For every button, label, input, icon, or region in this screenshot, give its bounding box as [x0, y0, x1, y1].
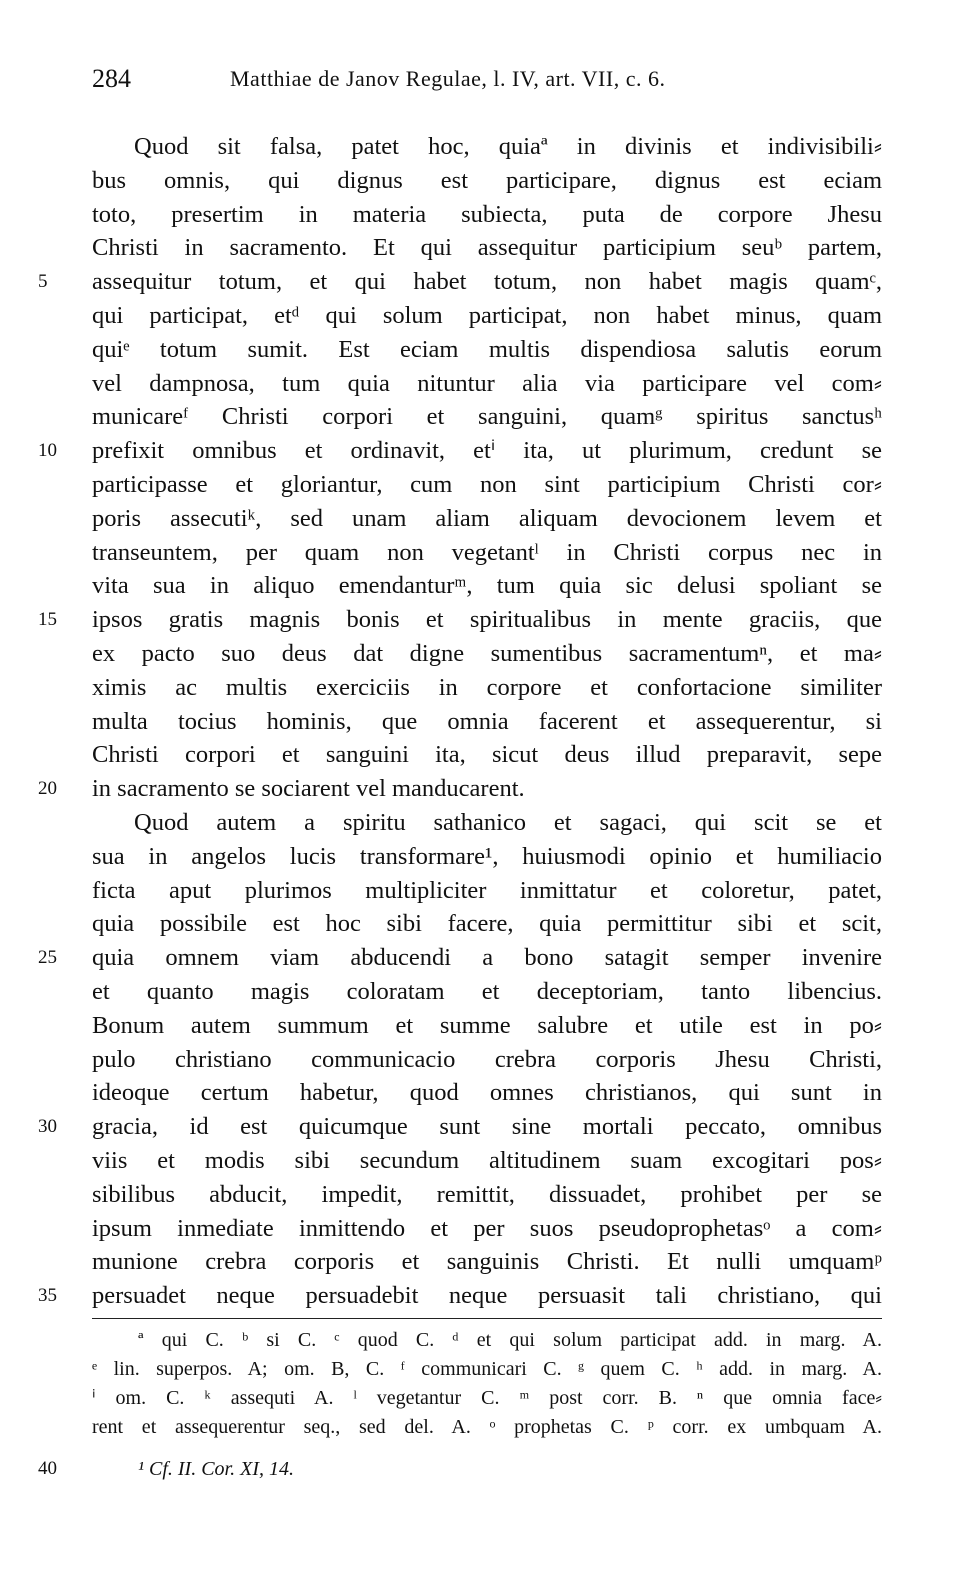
- line-text: toto, presertim in materia subiecta, puta de corpore Jhesu: [92, 200, 882, 228]
- line-text: vel dampnosa, tum quia nituntur alia via participare vel com⸗: [92, 369, 882, 397]
- line-number: 35: [38, 1285, 57, 1307]
- text-line: [0, 502, 960, 536]
- line-text: multa tocius hominis, que omnia facerent et assequerentur, si: [92, 707, 882, 735]
- line-text: Quod sit falsa, patet hoc, quiaª in divinis et indivisibili⸗: [134, 133, 882, 160]
- line-number: 25: [38, 947, 57, 969]
- line-number: 5: [38, 271, 48, 293]
- text-line: [0, 1076, 960, 1110]
- apparatus-line: [0, 1384, 960, 1413]
- line-text: municareᶠ Christi corpori et sanguini, quamᵍ spiritus sanctusʰ: [92, 403, 882, 431]
- text-line: [0, 265, 960, 299]
- line-text: bus omnis, qui dignus est participare, dignus est eciam: [92, 166, 882, 194]
- line-text: munione crebra corporis et sanguinis Christi. Et nulli umquamᵖ: [92, 1248, 882, 1276]
- running-title: Matthiae de Janov Regulae, l. IV, art. VII, c. 6.: [230, 66, 666, 91]
- text-line: [0, 738, 960, 772]
- text-line: [0, 874, 960, 908]
- line-text: persuadet neque persuadebit neque persuasit tali christiano, qui: [92, 1282, 882, 1310]
- source-footnote: [0, 1454, 960, 1484]
- text-line: [0, 468, 960, 502]
- line-text: et quanto magis coloratam et deceptoriam, tanto libencius.: [92, 977, 882, 1005]
- apparatus-line: [0, 1413, 960, 1442]
- text-line: [0, 434, 960, 468]
- line-text: Bonum autem summum et summe salubre et utile est in po⸗: [92, 1011, 882, 1039]
- line-text: ex pacto suo deus dat digne sumentibus sacramentumⁿ, et ma⸗: [92, 639, 882, 667]
- line-text: transeuntem, per quam non vegetantˡ in Christi corpus nec in: [92, 538, 882, 566]
- text-line: [0, 806, 960, 840]
- text-line: [0, 1144, 960, 1178]
- line-number: 30: [38, 1116, 57, 1138]
- text-line: [0, 907, 960, 941]
- line-number: 15: [38, 609, 57, 631]
- line-text: vita sua in aliquo emendanturᵐ, tum quia sic delusi spoliant se: [92, 572, 882, 600]
- text-line: [0, 1279, 960, 1313]
- line-number: 20: [38, 778, 57, 800]
- line-text: qui participat, etᵈ qui solum participat, non habet minus, quam: [92, 301, 882, 329]
- text-line: [0, 705, 960, 739]
- text-line: [0, 164, 960, 198]
- line-text: Quod autem a spiritu sathanico et sagaci, qui scit se et: [134, 808, 882, 836]
- line-text: ideoque certum habetur, quod omnes christianos, qui sunt in: [92, 1079, 882, 1107]
- line-text: quiᵉ totum sumit. Est eciam multis dispendiosa salutis eorum: [92, 335, 882, 363]
- line-text: Christi in sacramento. Et qui assequitur participium seuᵇ partem,: [92, 234, 882, 262]
- apparatus-text: ᵉ lin. superpos. A; om. B, C. ᶠ communicari C. ᵍ quem C. ʰ add. in marg. A.: [92, 1358, 882, 1380]
- line-text: participasse et gloriantur, cum non sint participium Christi cor⸗: [92, 470, 882, 498]
- line-number: 10: [38, 440, 57, 462]
- text-line: [0, 603, 960, 637]
- text-line: [0, 536, 960, 570]
- text-line: [0, 1245, 960, 1279]
- apparatus-line: [0, 1355, 960, 1384]
- line-text: quia possibile est hoc sibi facere, quia permittitur sibi et scit,: [92, 910, 882, 938]
- footnote-rule: [92, 1318, 882, 1319]
- text-line: [0, 840, 960, 874]
- page-header: [92, 64, 892, 104]
- apparatus-text: ⁱ om. C. ᵏ assequti A. ˡ vegetantur C. ᵐ post corr. B. ⁿ que omnia face⸗: [92, 1387, 882, 1409]
- line-text: viis et modis sibi secundum altitudinem suam excogitari pos⸗: [92, 1146, 882, 1174]
- source-footnote-line-number: 40: [38, 1458, 57, 1479]
- text-line: [0, 1110, 960, 1144]
- text-line: [0, 941, 960, 975]
- text-line: [0, 1212, 960, 1246]
- line-text: in sacramento se sociarent vel manducarent.: [92, 775, 525, 803]
- text-line: [0, 637, 960, 671]
- text-line: [0, 130, 960, 164]
- apparatus-text: rent et assequerentur seq., sed del. A. ᵒ prophetas C. ᵖ corr. ex umbquam A.: [92, 1416, 882, 1438]
- line-text: quia omnem viam abducendi a bono satagit semper invenire: [92, 944, 882, 972]
- text-line: [0, 569, 960, 603]
- text-line: [0, 975, 960, 1009]
- text-line: [0, 299, 960, 333]
- apparatus-text: ª qui C. ᵇ si C. ᶜ quod C. ᵈ et qui solum participat add. in marg. A.: [138, 1329, 882, 1351]
- text-line: [0, 231, 960, 265]
- text-line: [0, 400, 960, 434]
- text-line: [0, 1043, 960, 1077]
- text-line: [0, 671, 960, 705]
- line-text: ipsos gratis magnis bonis et spiritualibus in mente graciis, que: [92, 606, 882, 634]
- line-text: ximis ac multis exerciciis in corpore et confortacione similiter: [92, 673, 882, 701]
- line-text: ipsum inmediate inmittendo et per suos pseudoprophetasᵒ a com⸗: [92, 1214, 882, 1242]
- line-text: pulo christiano communicacio crebra corporis Jhesu Christi,: [92, 1045, 882, 1073]
- main-text: [0, 130, 960, 1313]
- line-text: gracia, id est quicumque sunt sine mortali peccato, omnibus: [92, 1113, 882, 1141]
- page-number: 284: [92, 64, 131, 93]
- text-line: [0, 367, 960, 401]
- line-text: prefixit omnibus et ordinavit, etⁱ ita, ut plurimum, credunt se: [92, 437, 882, 465]
- apparatus-line: [0, 1326, 960, 1355]
- line-text: assequitur totum, et qui habet totum, non habet magis quamᶜ,: [92, 268, 882, 296]
- line-text: ficta aput plurimos multipliciter inmittatur et coloretur, patet,: [92, 876, 882, 904]
- text-line: [0, 198, 960, 232]
- text-line: [0, 1009, 960, 1043]
- line-text: poris assecutiᵏ, sed unam aliam aliquam devocionem levem et: [92, 504, 882, 532]
- source-footnote-text: ¹ Cf. II. Cor. XI, 14.: [138, 1458, 294, 1480]
- line-text: Christi corpori et sanguini ita, sicut deus illud preparavit, sepe: [92, 741, 882, 769]
- critical-apparatus: [0, 1326, 960, 1442]
- line-text: sua in angelos lucis transformare¹, huiusmodi opinio et humiliacio: [92, 842, 882, 870]
- text-line: [0, 772, 960, 806]
- text-line: [0, 333, 960, 367]
- line-text: sibilibus abducit, impedit, remittit, dissuadet, prohibet per se: [92, 1180, 882, 1208]
- text-line: [0, 1178, 960, 1212]
